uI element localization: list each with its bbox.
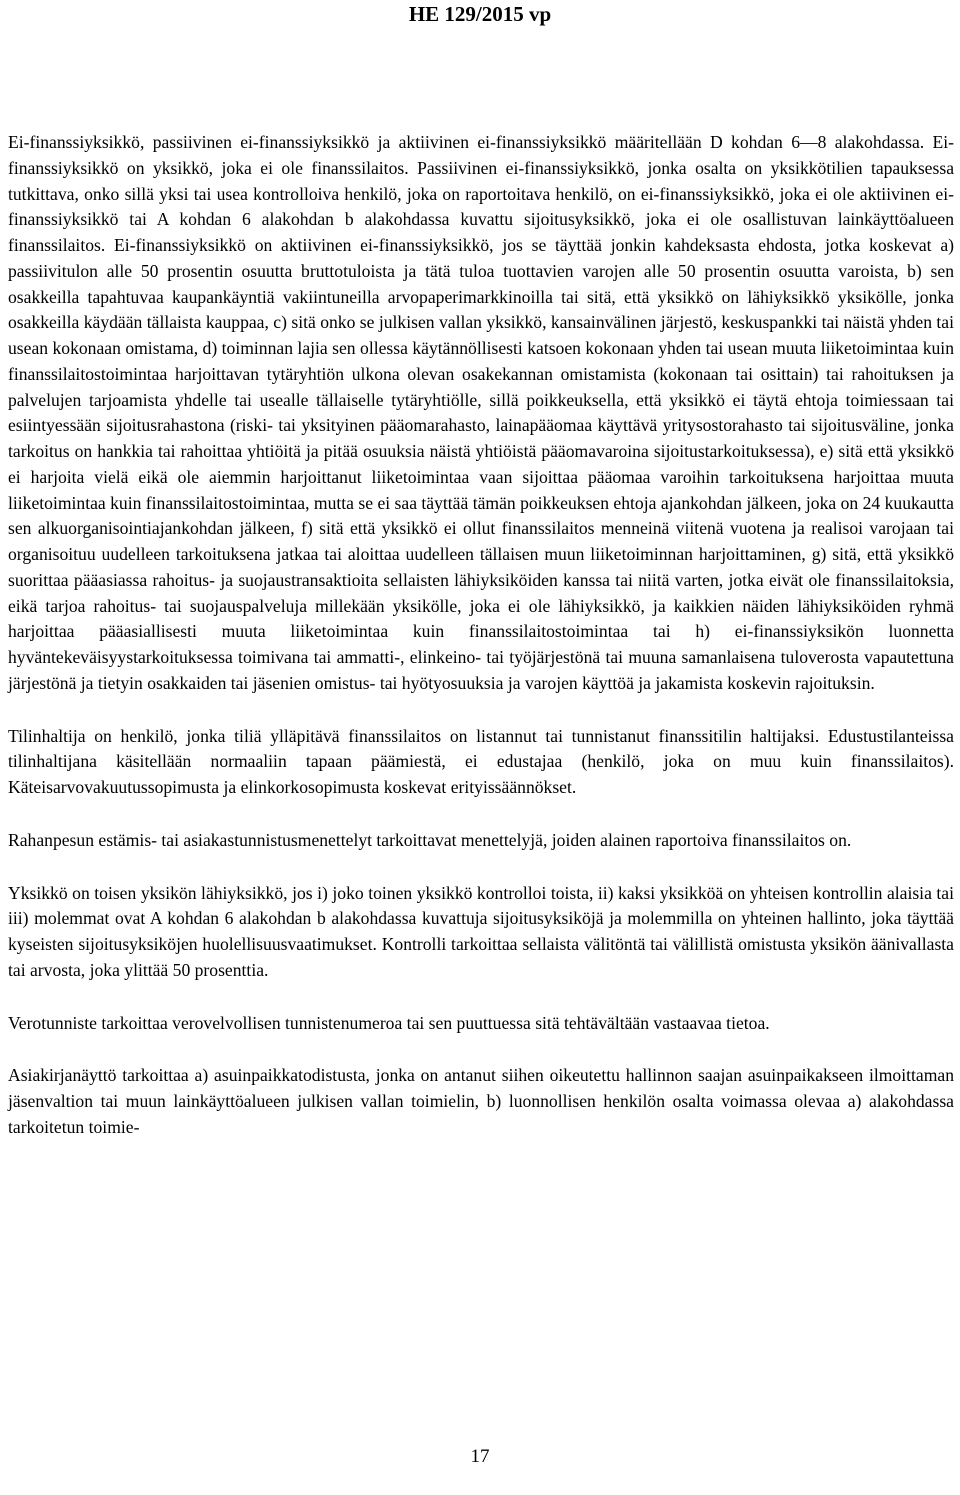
paragraph-documentary-evidence: Asiakirjanäyttö tarkoittaa a) asuinpaikkatodistusta, jonka on antanut siihen oikeutettu hallinnon saajan asuinpaikakseen ilmoittaman jäsenvaltion tai muun lainkäyttöalueen julkisen vallan toimielin, b) luonnollisen henkilön osalta voimassa olevaa a) alakohdassa tarkoitetun toimie- xyxy=(8,1065,954,1137)
document-header: HE 129/2015 vp xyxy=(408,2,552,26)
page-number: 17 xyxy=(470,1446,490,1467)
paragraph-aml-kyc-procedures: Rahanpesun estämis- tai asiakastunnistusmenettelyt tarkoittavat menettelyjä, joiden alainen raportoiva finanssilaitos on. xyxy=(8,829,852,850)
paragraph-tin: Verotunniste tarkoittaa verovelvollisen tunnistenumeroa tai sen puuttuessa sitä tehtävältään vastaavaa tietoa. xyxy=(8,1012,770,1033)
paragraph-related-entity: Yksikkö on toisen yksikön lähiyksikkö, jos i) joko toinen yksikkö kontrolloi toista, ii) kaksi yksikköä on yhteisen kontrollin alaisia tai iii) molemmat ovat A kohdan 6 alakohdan b alakohdassa kuvattuja sijoitusyksiköjä ja molemmilla on yhteinen hallinto, joka täyttää kyseisten sijoitusyksiköjen huolellisuusvaatimukset. Kontrolli tarkoittaa sellaista välitöntä tai välillistä omistusta yksikön äänivallasta tai arvosta, joka ylittää 50 prosenttia. xyxy=(8,882,954,980)
paragraph-account-holder: Tilinhaltija on henkilö, jonka tiliä ylläpitävä finanssilaitos on listannut tai tunnistanut finanssitilin haltijaksi. Edustustilanteissa tilinhaltijana käsitellään normaaliin tapaan päämiestä, ei edustajaa (henkilö, joka on muu kuin finanssilaitos). Käteisarvovakuutussopimusta ja elinkorkosopimusta koskevat erityissäännökset. xyxy=(8,725,954,797)
paragraph-non-financial-entity: Ei-finanssiyksikkö, passiivinen ei-finanssiyksikkö ja aktiivinen ei-finanssiyksikkö määritellään D kohdan 6—8 alakohdassa. Ei-finanssiyksikkö on yksikkö, joka ei ole finanssilaitos. Passiivinen ei-finanssiyksikkö, jonka osalta on yksikkötilien tapauksessa tutkittava, onko sillä yksi tai usea kontrolloiva henkilö, joka on raportoitava henkilö, on ei-finanssiyksikkö, joka ei ole aktiivinen ei-finanssiyksikkö tai A kohdan 6 alakohdan b alakohdassa kuvattu sijoitusyksikkö, joka ei ole osallistuvan lainkäyttöalueen finanssilaitos. Ei-finanssiyksikkö on aktiivinen ei-finanssiyksikkö, jos se täyttää jonkin kahdeksasta ehdosta, jotka koskevat a) passiivitulon alle 50 prosentin osuutta bruttotuloista ja tätä tuloa tuottavien varojen alle 50 prosentin osuutta varoista, b) sen osakkeilla tapahtuvaa kaupankäyntiä vakiintuneilla arvopaperimarkkinoilla tai sitä, että yksikkö on lähiyksikkö yksikölle, jonka osakkeilla käydään tällaista kauppaa, c) sitä onko se julkisen vallan yksikkö, kansainvälinen järjestö, keskuspankki tai näistä yhden tai usean kokonaan omistama, d) toiminnan lajia sen ollessa käytännöllisesti katsoen kokonaan yhden tai usean muuta liiketoimintaa kuin finanssilaitostoimintaa harjoittavan tytäryhtiön ulkona olevan osakekannan omistamista (kokonaan tai osittain) tai rahoituksen ja palvelujen tarjoamista yhdelle tai usealle tällaiselle tytäryhtiölle, sillä poikkeuksella, että yksikkö ei täytä ehtoja toimiessaan tai esiintyessään sijoitusrahastona (riski- tai yksityinen pääomarahasto, lainapääomaa käyttävä yritysostorahasto tai sijoitusväline, jonka tarkoitus on hankkia tai rahoittaa yhtiöitä ja pitää osuuksia näistä yhtiöistä pääomavaroina sijoitustarkoituksessa), e) sitä että yksikkö ei harjoita vielä eikä ole aiemmin harjoittanut liiketoimintaa vaan sijoittaa pääomaa varoihin tarkoituksena harjoittaa muuta liiketoimintaa kuin finanssilaitostoimintaa, mutta se ei saa täyttää tämän poikkeuksen ehtoja ajankohdan jälkeen, joka on 24 kuukautta sen alkuorganisointiajankohdan jälkeen, f) sitä että yksikkö ei ollut finanssilaitos menneinä viitenä vuotena ja realisoi varojaan tai organisoituu uudelleen tarkoituksena jatkaa tai aloittaa uudelleen tällaisen muun liiketoiminnan harjoittaminen, g) sitä, että yksikkö suorittaa pääasiassa rahoitus- ja suojaustransaktioita sellaisten lähiyksiköiden kanssa tai niitä varten, jotka eivät ole finanssilaitoksia, eikä tarjoa rahoitus- tai suojauspalveluja millekään yksikölle, joka ei ole lähiyksikkö, ja kaikkien näiden lähiyksiköiden ryhmä harjoittaa pääasiallisesti muuta liiketoimintaa kuin finanssilaitostoimintaa tai h) ei-finanssiyksikön luonnetta hyväntekeväisyystarkoituksessa toimivana tai ammatti-, elinkeino- tai työjärjestönä tai muuna samanlaisena tuloverosta vapautettuna järjestönä ja tietyin osakkaiden tai jäsenien omistus- tai hyötyosuuksia ja varojen käyttöä ja jakamista koskevin rajoituksin. xyxy=(8,132,954,693)
document-body xyxy=(8,130,954,1168)
